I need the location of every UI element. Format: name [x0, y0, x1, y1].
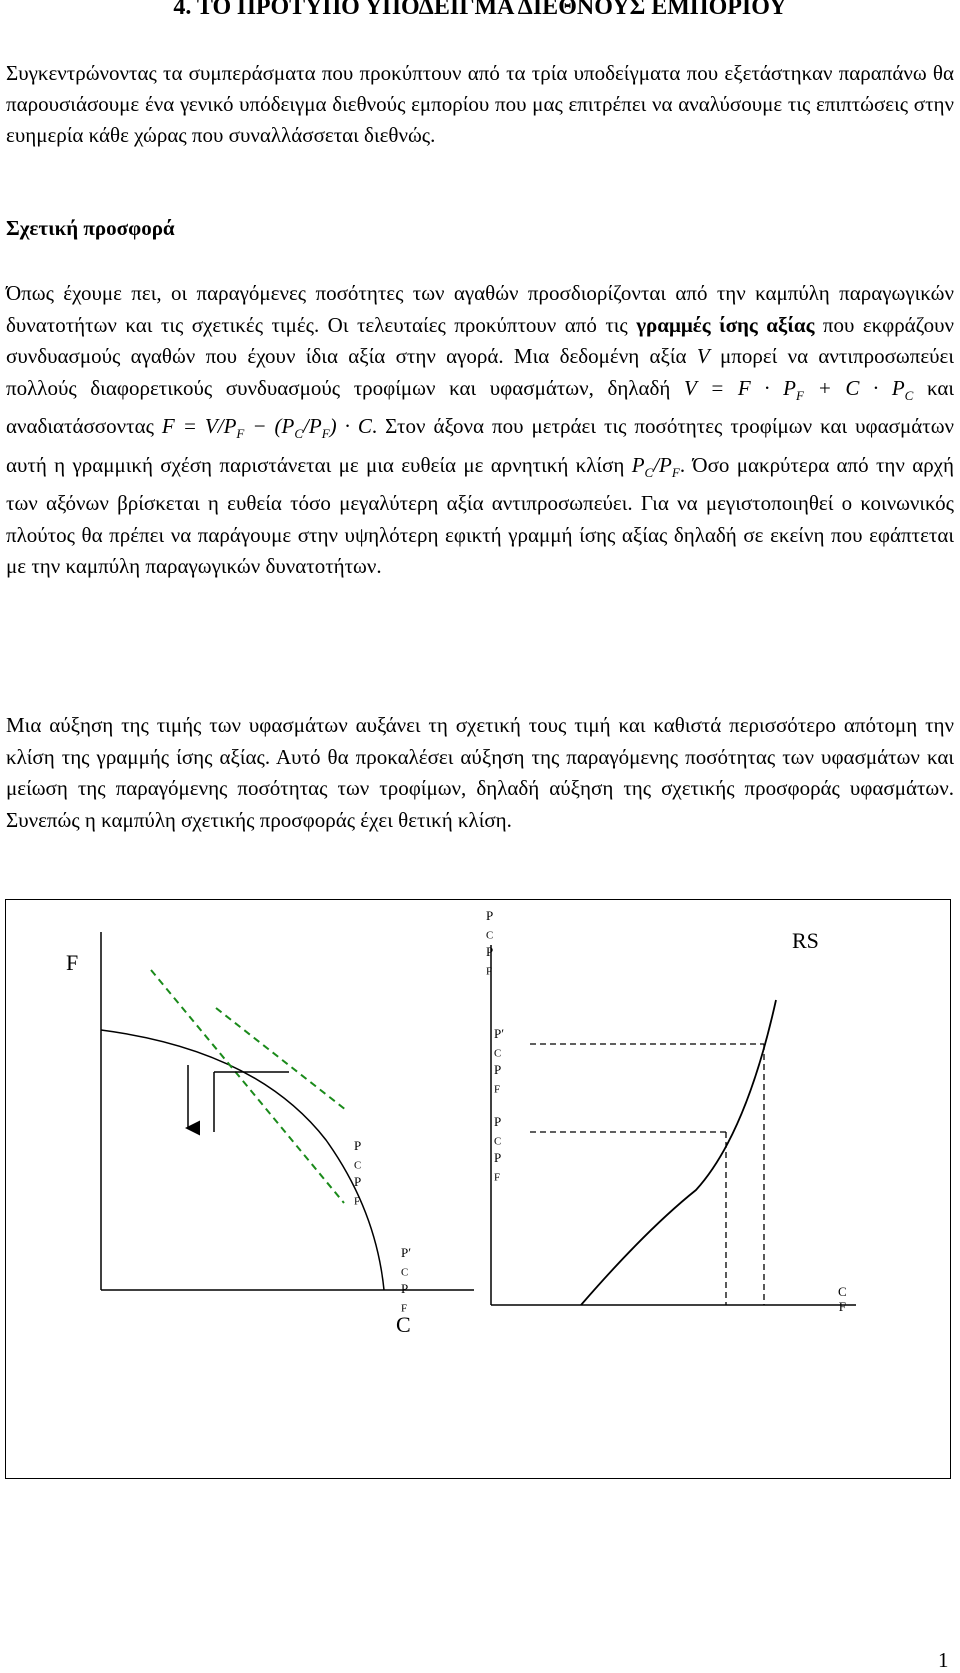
eq3-part2: /P	[653, 452, 672, 477]
isovalue-line-2	[216, 1008, 346, 1110]
p2-text-a: Όπως έχουμε πει, οι παραγόμενες ποσότητες των αγαθών προσδιορίζονται από την καμπύλη παραγωγικών δυνατοτήτων και τις σχετικές τιμές. Οι τελευταίες προκύπτουν από τις	[6, 281, 954, 337]
eq3-part1: P	[631, 452, 645, 477]
relative-supply-figure	[5, 899, 951, 1479]
ryb-den: P	[494, 1149, 502, 1165]
eq1-part2: + C · P	[803, 375, 905, 400]
slope1-num-sub: C	[354, 1159, 362, 1172]
eq2-sub1: F	[236, 426, 245, 441]
ry-den: P	[486, 943, 494, 959]
equation-slope	[631, 452, 680, 480]
p2-text-b: που εκφράζουν συνδυασμούς αγαθών που έχουν ίδια αξία στην αγορά. Μια δεδομένη αξία	[6, 312, 954, 368]
rx-den: F	[838, 1299, 846, 1314]
intro-paragraph: Συγκεντρώνοντας τα συμπεράσματα που προκύπτουν από τα τρία υποδείγματα που εξετάστηκαν παραπάνω θα παρουσιάσουμε ένα γενικό υπόδειγμα διεθνούς εμπορίου που μας επιτρέπει να αναλύσουμε τις επιπτώσεις στην ευημερία κάθε χώρας που συναλλάσσεται διεθνώς.	[6, 61, 954, 147]
ry-den-sub: F	[486, 965, 493, 978]
rs-curve-label: RS	[792, 928, 819, 953]
price-increase-paragraph: Μια αύξηση της τιμής των υφασμάτων αυξάνει τη σχετική τους τιμή και καθιστά περισσότερο απότομη την κλίση της γραμμής ίσης αξίας. Αυτό θα προκαλέσει αύξηση της παραγόμενης ποσότητας των υφασμάτων και μείωση της παραγόμενης ποσότητας των τροφίμων, δηλαδή αύξηση της σχετικής προσφοράς υφασμάτων. Συνεπώς η καμπύλη σχετικής προσφοράς έχει θετική κλίση.	[6, 713, 954, 832]
eq1-part1: V = F · P	[684, 375, 797, 400]
rx-num: C	[838, 1284, 847, 1299]
eq3-sub2: F	[671, 464, 680, 480]
slope2-num-sub: C	[401, 1266, 409, 1279]
ry-num-sub: C	[486, 929, 494, 942]
right-price-high-label	[494, 1026, 504, 1097]
eq1-sub2: C	[904, 387, 914, 403]
left-y-label: F	[66, 950, 79, 975]
slope1-num: P	[354, 1138, 362, 1153]
rs-curve	[581, 1000, 776, 1305]
p2-text-d: και αναδιατάσσοντας	[6, 375, 955, 438]
equation-value	[684, 375, 914, 403]
slope2-den-sub: F	[401, 1302, 408, 1315]
ryb-den-sub: F	[494, 1171, 501, 1184]
right-y-axis-label	[486, 908, 493, 979]
ryb-num: P	[494, 1114, 502, 1129]
slope2-den: P	[401, 1280, 409, 1296]
ryp-num-sub: C	[494, 1047, 502, 1060]
eq2-part3: /P	[303, 414, 322, 438]
figure-drawing	[6, 900, 952, 1480]
p2-text-c: μπορεί να αντιπροσωπεύει πολλούς διαφορετικούς συνδυασμούς τροφίμων και υφασμάτων, δηλαδή	[6, 344, 955, 400]
page-heading: 4. ΤΟ ΠΡΟΤΥΠΟ ΥΠΟΔΕΙΓΜΑ ΔΙΕΘΝΟΥΣ ΕΜΠΟΡΙΟΥ	[173, 0, 787, 20]
left-x-label: C	[396, 1312, 411, 1337]
ry-num: P	[486, 908, 494, 923]
ppf-curve	[101, 1030, 384, 1290]
eq2-part2: − (P	[244, 414, 295, 438]
ryp-den: P	[494, 1061, 502, 1077]
ryp-den-sub: F	[494, 1083, 501, 1096]
slope2-num: P′	[401, 1245, 412, 1260]
ryp-num: P′	[494, 1026, 505, 1041]
slope1-den-sub: F	[354, 1195, 361, 1208]
slope-label-2	[401, 1245, 411, 1316]
supply-paragraph	[6, 278, 954, 583]
page-number: 1	[938, 1648, 949, 1672]
p2-text-e: . Στον άξονα που μετράει τις ποσότητες τροφίμων και υφασμάτων αυτή η γραμμική σχέση παριστάνεται με μια ευθεία με αρνητική κλίση	[6, 414, 955, 477]
eq1-sub1: F	[796, 387, 804, 403]
slope1-den: P	[354, 1173, 362, 1189]
section-title: Σχετική προσφορά	[6, 216, 175, 240]
eq2-sub2: C	[294, 426, 304, 441]
p2-var-v: V	[696, 344, 710, 368]
eq3-sub1: C	[644, 464, 654, 480]
equation-rearranged	[161, 414, 372, 441]
right-price-low-label	[494, 1114, 501, 1185]
right-x-axis-label	[838, 1284, 847, 1314]
slope-label-1	[354, 1138, 361, 1209]
eq2-part1: F = V/P	[161, 414, 237, 438]
eq2-sub3: F	[321, 426, 330, 441]
eq2-part4: ) · C	[329, 414, 372, 438]
p2-bold-term: γραμμές ίσης αξίας	[636, 312, 815, 337]
p2-text-f: . Όσο μακρύτερα από την αρχή των αξόνων βρίσκεται η ευθεία τόσο μεγαλύτερη αξία αντιπροσωπεύει. Για να μεγιστοποιηθεί ο κοινωνικός πλούτος θα πρέπει να παράγουμε στην υψηλότερη εφικτή γραμμή ίσης αξίας δηλαδή σε εκείνη που εφάπτεται με την καμπύλη παραγωγικών δυνατοτήτων.	[6, 452, 954, 578]
ryb-num-sub: C	[494, 1135, 502, 1148]
